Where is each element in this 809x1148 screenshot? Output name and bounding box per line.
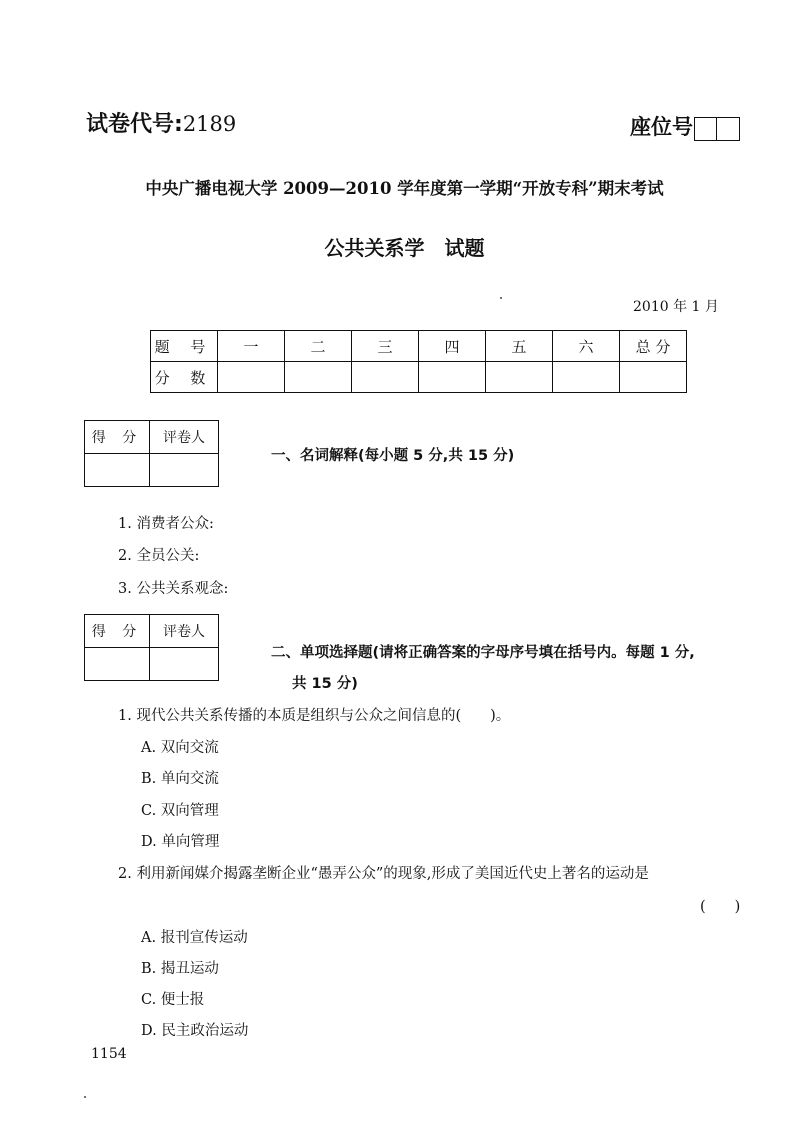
- seat-box[interactable]: [694, 117, 717, 141]
- score-header: 分 数: [151, 362, 218, 393]
- exam-code: [86, 107, 236, 138]
- score-cell[interactable]: [352, 362, 419, 393]
- section-2-title-cont: 共 15 分): [292, 676, 358, 692]
- column-5: 五: [486, 331, 553, 362]
- option: A. 双向交流: [141, 740, 219, 756]
- grader-cell[interactable]: [150, 454, 219, 487]
- grader-label: 评卷人: [150, 615, 219, 648]
- option: B. 单向交流: [141, 771, 219, 787]
- question-item: 2. 全员公关:: [118, 548, 200, 564]
- grader-box: [84, 420, 219, 487]
- scan-speck: [500, 297, 502, 299]
- option: C. 便士报: [141, 992, 205, 1008]
- option: A. 报刊宣传运动: [141, 930, 248, 946]
- score-table: [150, 330, 687, 393]
- score-cell[interactable]: [419, 362, 486, 393]
- column-6: 六: [553, 331, 620, 362]
- option: B. 揭丑运动: [141, 961, 219, 977]
- score-label: 得 分: [85, 615, 150, 648]
- score-table-score-row: [151, 362, 687, 393]
- subject-title: 公共关系学 试题: [324, 236, 485, 260]
- grader-cell[interactable]: [150, 648, 219, 681]
- column-total: 总 分: [620, 331, 687, 362]
- question-number-header: 题 号: [151, 331, 218, 362]
- column-1: 一: [218, 331, 285, 362]
- score-cell[interactable]: [486, 362, 553, 393]
- seat-number: [630, 111, 740, 141]
- score-cell[interactable]: [218, 362, 285, 393]
- page-code: 1154: [91, 1046, 127, 1062]
- question-text: 2. 利用新闻媒介揭露垄断企业“愚弄公众”的现象,形成了美国近代史上著名的运动是: [118, 866, 649, 882]
- exam-code-number: 2189: [182, 112, 237, 136]
- score-cell[interactable]: [285, 362, 352, 393]
- grader-box: [84, 614, 219, 681]
- question-item: 3. 公共关系观念:: [118, 581, 229, 597]
- scan-speck: [84, 1096, 86, 1098]
- answer-bracket[interactable]: ( ): [700, 899, 741, 915]
- seat-number-boxes: [694, 117, 740, 141]
- score-cell[interactable]: [620, 362, 687, 393]
- exam-title: 中央广播电视大学 2009—2010 学年度第一学期“开放专科”期末考试: [145, 179, 664, 198]
- question-item: 1. 消费者公众:: [118, 516, 214, 532]
- section-1-title: 一、名词解释(每小题 5 分,共 15 分): [271, 448, 515, 464]
- column-3: 三: [352, 331, 419, 362]
- score-cell[interactable]: [85, 454, 150, 487]
- exam-date: 2010 年 1 月: [633, 299, 719, 315]
- exam-code-label: 试卷代号:: [86, 112, 183, 137]
- score-label: 得 分: [85, 421, 150, 454]
- grader-label: 评卷人: [150, 421, 219, 454]
- score-table-header-row: [151, 331, 687, 362]
- column-2: 二: [285, 331, 352, 362]
- question-text: 1. 现代公共关系传播的本质是组织与公众之间信息的( )。: [118, 708, 511, 724]
- section-2-title: 二、单项选择题(请将正确答案的字母序号填在括号内。每题 1 分,: [271, 645, 695, 661]
- option: D. 单向管理: [141, 834, 220, 850]
- seat-number-label: 座位号: [630, 115, 693, 139]
- score-cell[interactable]: [553, 362, 620, 393]
- option: D. 民主政治运动: [141, 1023, 249, 1039]
- score-cell[interactable]: [85, 648, 150, 681]
- column-4: 四: [419, 331, 486, 362]
- seat-box[interactable]: [717, 117, 740, 141]
- option: C. 双向管理: [141, 803, 219, 819]
